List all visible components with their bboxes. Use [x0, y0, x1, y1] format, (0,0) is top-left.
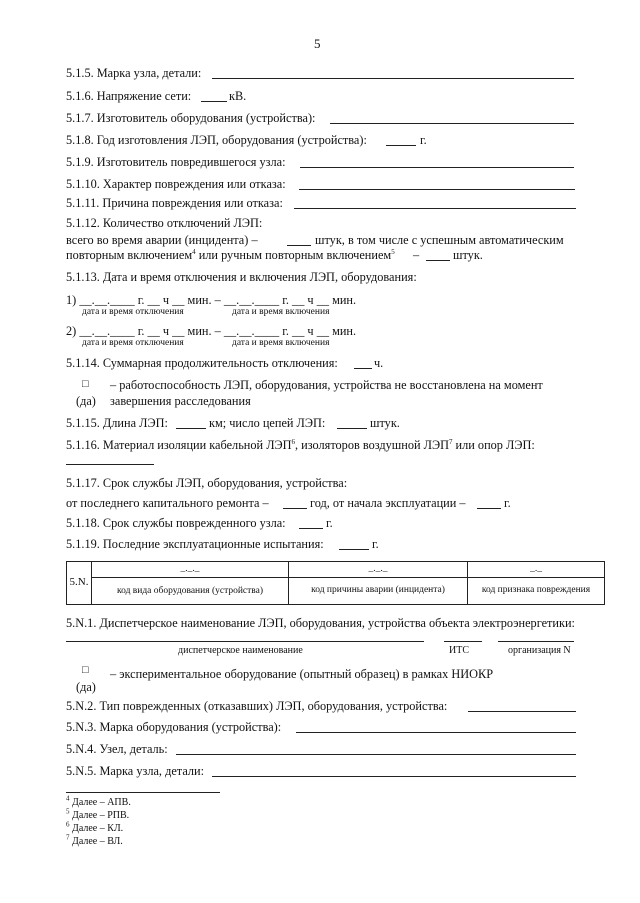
field-5-1-19-unit: г.: [372, 537, 379, 551]
field-5-1-16-text-c: или опор ЛЭП:: [452, 438, 535, 452]
field-5-1-6-line[interactable]: [201, 101, 227, 102]
field-5-n-1-its-caption: ИТС: [449, 645, 469, 656]
footnote-6-text: Далее – КЛ.: [69, 823, 124, 834]
field-5-n-1-org-line[interactable]: [498, 641, 574, 642]
field-5-1-18-label: 5.1.18. Срок службы поврежденного узла:: [66, 516, 286, 530]
footnote-5-num: 5: [66, 807, 70, 816]
field-5-n-5-line[interactable]: [212, 776, 576, 777]
field-5-1-15-circuits-label: км; число цепей ЛЭП:: [209, 416, 326, 430]
footnote-4-num: 4: [66, 794, 70, 803]
field-5-1-13-label: 5.1.13. Дата и время отключения и включения ЛЭП, оборудования:: [66, 270, 417, 284]
datetime-row-1-off-caption: дата и время отключения: [82, 307, 184, 317]
codes-cell-accident-cause[interactable]: _._._: [289, 562, 468, 578]
footnote-4: [66, 794, 131, 809]
field-5-n-1-its-line[interactable]: [444, 641, 482, 642]
codes-caption-accident-cause: код причины аварии (инцидента): [289, 578, 468, 605]
datetime-row-1[interactable]: 1) __.__.____ г. __ ч __ мин. – __.__.____ г. __ ч __ мин.: [66, 293, 357, 307]
checkbox-experimental-text: – экспериментальное оборудование (опытный образец) в рамках НИОКР: [110, 667, 494, 681]
field-5-1-10-label: 5.1.10. Характер повреждения или отказа:: [66, 177, 286, 191]
field-5-1-12-title: 5.1.12. Количество отключений ЛЭП:: [66, 216, 263, 230]
field-5-1-15-circuits-line[interactable]: [337, 428, 367, 429]
footnote-6: [66, 820, 124, 835]
codes-cell-damage-sign[interactable]: _._: [468, 562, 605, 578]
codes-row-label: 5.N.: [67, 562, 92, 605]
footnote-ref-5: 5: [391, 247, 395, 256]
field-5-n-2-line[interactable]: [468, 711, 576, 712]
footnote-4-text: Далее – АПВ.: [69, 797, 131, 808]
field-5-1-19-line[interactable]: [339, 549, 369, 550]
field-5-1-12-apv-text: повторным включением: [66, 248, 193, 262]
field-5-1-17-label: 5.1.17. Срок службы ЛЭП, оборудования, устройства:: [66, 476, 348, 490]
checkbox-experimental-yes: (да): [76, 680, 96, 694]
field-5-1-6-unit: кВ.: [229, 89, 247, 103]
field-5-1-5-label: 5.1.5. Марка узла, детали:: [66, 66, 202, 80]
field-5-1-11-label: 5.1.11. Причина повреждения или отказа:: [66, 196, 283, 210]
field-5-1-18-unit: г.: [326, 516, 333, 530]
field-5-1-7-label: 5.1.7. Изготовитель оборудования (устройства):: [66, 111, 316, 125]
field-5-1-8-label: 5.1.8. Год изготовления ЛЭП, оборудования (устройства):: [66, 133, 367, 147]
field-5-1-9-line[interactable]: [300, 167, 574, 168]
field-5-n-1-org-caption: организация N: [508, 645, 571, 656]
field-5-1-17-start-label: год, от начала эксплуатации –: [310, 496, 466, 510]
field-5-1-17-repair-line[interactable]: [283, 508, 307, 509]
field-5-1-14-label: 5.1.14. Суммарная продолжительность отключения:: [66, 356, 338, 370]
checkbox-not-restored-text2: завершения расследования: [110, 394, 251, 408]
field-5-n-5-label: 5.N.5. Марка узла, детали:: [66, 764, 205, 778]
codes-cell-equipment-type[interactable]: _._._: [92, 562, 289, 578]
field-5-1-11-line[interactable]: [294, 208, 576, 209]
field-5-1-5-line[interactable]: [212, 78, 574, 79]
field-5-1-10-line[interactable]: [299, 189, 575, 190]
field-5-1-8-unit: г.: [420, 133, 427, 147]
footnote-7-num: 7: [66, 833, 70, 842]
field-5-n-3-line[interactable]: [296, 732, 576, 733]
footnote-7: [66, 833, 123, 848]
field-5-1-12-dash: –: [413, 248, 420, 262]
field-5-1-12-unit: штук.: [453, 248, 483, 262]
datetime-row-2-on-caption: дата и время включения: [232, 338, 330, 348]
page-number: 5: [314, 36, 321, 51]
field-5-1-17-start-line[interactable]: [477, 508, 501, 509]
field-5-1-12-line2: [66, 248, 395, 263]
field-5-n-2-label: 5.N.2. Тип поврежденных (отказавших) ЛЭП, оборудования, устройства:: [66, 699, 448, 713]
datetime-row-2-off-caption: дата и время отключения: [82, 338, 184, 348]
field-5-1-12-manual-line[interactable]: [426, 260, 450, 261]
field-5-1-15-length-line[interactable]: [176, 428, 206, 429]
footnote-5: [66, 807, 130, 822]
codes-caption-equipment-type: код вида оборудования (устройства): [92, 578, 289, 605]
checkbox-not-restored-yes: (да): [76, 394, 96, 408]
field-5-1-6-label: 5.1.6. Напряжение сети:: [66, 89, 192, 103]
field-5-1-16-label: [66, 438, 576, 453]
field-5-1-14-line[interactable]: [354, 368, 372, 369]
field-5-1-16-text-a: 5.1.16. Материал изоляции кабельной ЛЭП: [66, 438, 292, 452]
field-5-1-12-rpv-text: или ручным повторным включением: [195, 248, 392, 262]
field-5-n-1-name-caption: диспетчерское наименование: [178, 645, 303, 656]
field-5-1-16-text-b: , изоляторов воздушной ЛЭП: [295, 438, 449, 452]
footnote-7-text: Далее – ВЛ.: [69, 836, 123, 847]
footnote-5-text: Далее – РПВ.: [69, 810, 130, 821]
field-5-1-12-text-a: всего во время аварии (инцидента) –: [66, 233, 258, 247]
codes-table: [66, 561, 605, 605]
field-5-1-17-unit: г.: [504, 496, 511, 510]
footnote-separator: [66, 792, 220, 793]
footnote-ref-7: 7: [448, 437, 453, 446]
field-5-1-17-repair-label: от последнего капитального ремонта –: [66, 496, 269, 510]
field-5-1-12-total-line[interactable]: [287, 245, 311, 246]
field-5-1-14-unit: ч.: [374, 356, 384, 370]
field-5-n-4-label: 5.N.4. Узел, деталь:: [66, 742, 168, 756]
field-5-1-12-text-b: штук, в том числе с успешным автоматическим: [315, 233, 564, 247]
footnote-ref-4: 4: [192, 247, 196, 256]
field-5-1-15-label: 5.1.15. Длина ЛЭП:: [66, 416, 168, 430]
field-5-1-15-unit: штук.: [370, 416, 400, 430]
field-5-n-4-line[interactable]: [176, 754, 576, 755]
footnote-ref-6: 6: [291, 437, 296, 446]
field-5-1-18-line[interactable]: [299, 528, 323, 529]
checkbox-not-restored[interactable]: □: [82, 378, 89, 390]
datetime-row-2[interactable]: 2) __.__.____ г. __ ч __ мин. – __.__.____ г. __ ч __ мин.: [66, 324, 357, 338]
field-5-1-7-line[interactable]: [330, 123, 574, 124]
field-5-1-9-label: 5.1.9. Изготовитель повредившегося узла:: [66, 155, 286, 169]
checkbox-experimental[interactable]: □: [82, 664, 89, 676]
field-5-n-1-label: 5.N.1. Диспетчерское наименование ЛЭП, оборудования, устройства объекта электроэнергетики:: [66, 616, 575, 630]
field-5-n-3-label: 5.N.3. Марка оборудования (устройства):: [66, 720, 282, 734]
field-5-1-19-label: 5.1.19. Последние эксплуатационные испытания:: [66, 537, 324, 551]
codes-caption-damage-sign: код признака повреждения: [468, 578, 605, 605]
field-5-n-1-name-line[interactable]: [66, 641, 424, 642]
field-5-1-8-line[interactable]: [386, 145, 416, 146]
field-5-1-16-line[interactable]: [66, 464, 154, 465]
datetime-row-1-on-caption: дата и время включения: [232, 307, 330, 317]
footnote-6-num: 6: [66, 820, 70, 829]
checkbox-not-restored-text: – работоспособность ЛЭП, оборудования, устройства не восстановлена на момент: [110, 378, 543, 392]
